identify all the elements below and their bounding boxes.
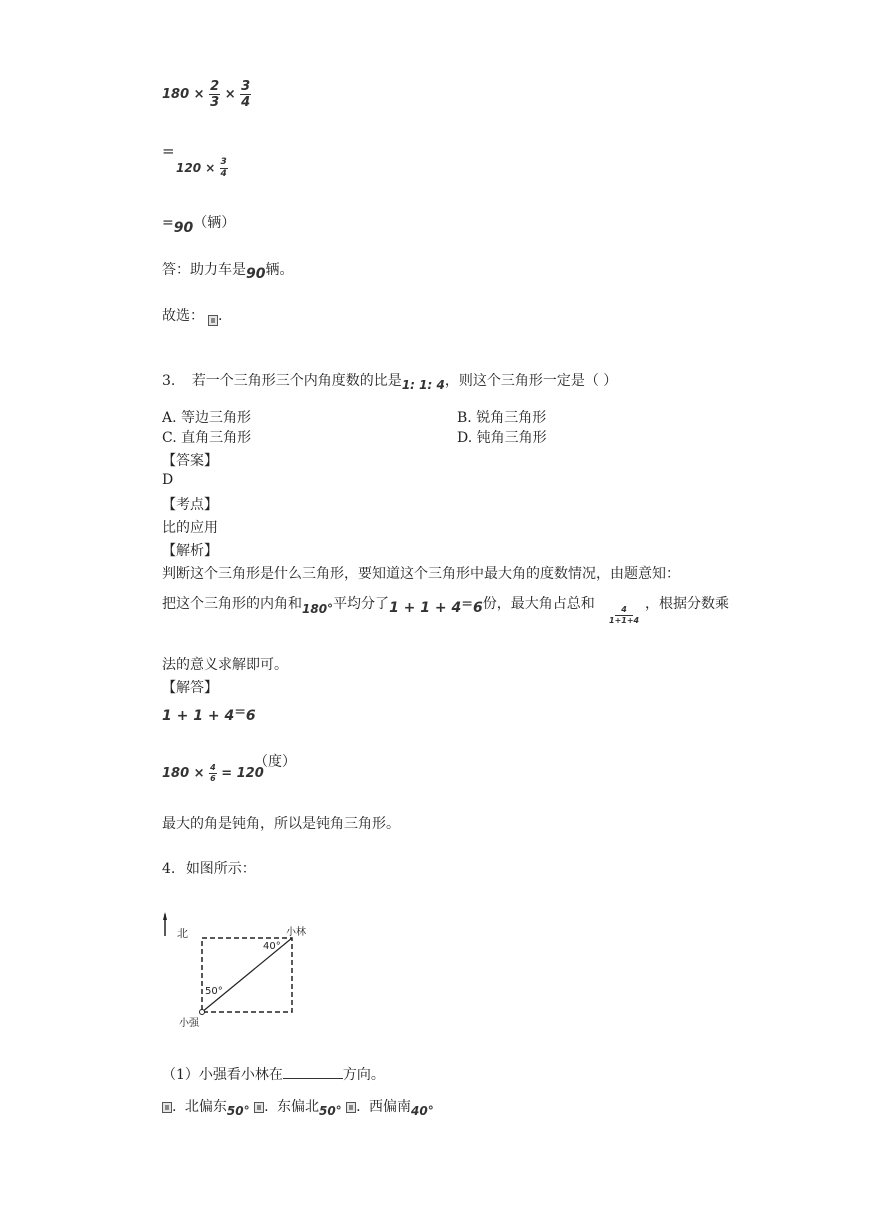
times-sign: × (224, 87, 236, 102)
angle-value: 50° (226, 1104, 250, 1118)
calc-number: 90 (173, 220, 194, 236)
point-heading: 【考点】 (162, 497, 218, 513)
angle-bottom-label: 50° (205, 986, 223, 997)
analysis-heading: 【解析】 (162, 543, 218, 559)
calc-number: 180 (162, 87, 190, 102)
angle-value: 40° (411, 1104, 434, 1118)
options-line: . 北偏东50° . 东偏北50° . 西偏南40° (162, 1096, 434, 1116)
option-text: 东偏北 (276, 1099, 319, 1115)
angle-top-label: 40° (263, 941, 281, 952)
missing-image-icon (208, 315, 218, 326)
unit-label: （辆） (193, 215, 236, 231)
fraction: $\frac{2}{3}$ (210, 79, 220, 110)
answer-value: D (162, 472, 174, 488)
unit-label: （度） (254, 754, 296, 770)
calc-line-1 (162, 80, 251, 109)
choose-line: 故选： . (162, 308, 223, 324)
question-4 (162, 858, 256, 878)
question-text: 若一个三角形三个内角度数的比是 (191, 373, 402, 389)
option-text: 北偏东 (184, 1099, 227, 1115)
fraction: $\frac{3}{4}$ (220, 157, 227, 179)
times-sign: × (193, 87, 205, 102)
solution-line-2: 180 × $\frac{4}{6}$ = 120 (162, 763, 264, 783)
solution-line-1: 1 + 1 + 4=6 (162, 704, 256, 724)
equals-sign: = (162, 215, 174, 231)
xiaoqiang-label: 小强 (179, 1018, 199, 1029)
option-c: C. 直角三角形 (162, 430, 252, 446)
calc-line-2 (176, 158, 228, 179)
equals-sign: = (162, 142, 175, 160)
times-sign: × (205, 161, 216, 175)
answer-blank[interactable] (283, 1066, 343, 1079)
ratio: 1: 1: 4 (401, 378, 445, 392)
missing-image-icon (162, 1102, 172, 1113)
analysis-line-2-end: ，根据分数乘 (645, 596, 729, 612)
north-arrow-head (163, 912, 167, 920)
solution-heading: 【解答】 (162, 680, 218, 696)
analysis-line-2: 把这个三角形的内角和180°平均分了1 + 1 + 4=6份，最大角占总和 (162, 596, 595, 616)
question-number: 4. (162, 861, 176, 877)
question-3: 3. 若一个三角形三个内角度数的比是1: 1: 4，则这个三角形一定是（ ） (162, 373, 618, 392)
calc-line-3 (162, 212, 236, 236)
missing-image-icon (346, 1102, 356, 1113)
direction-diagram (155, 908, 325, 1033)
question-number: 3. (162, 373, 176, 389)
option-text: 西偏南 (369, 1099, 412, 1115)
question-text: 如图所示： (185, 861, 256, 877)
north-label: 北 (177, 927, 188, 940)
missing-image-icon (254, 1102, 264, 1113)
sum-expression: 1 + 1 + 4 (389, 600, 462, 616)
conclusion: 最大的角是钝角，所以是钝角三角形。 (162, 816, 400, 832)
analysis-line-1: 判断这个三角形是什么三角形，要知道这个三角形中最大角的度数情况，由题意知： (162, 566, 680, 582)
option-b: B. 锐角三角形 (457, 410, 547, 426)
option-d: D. 钝角三角形 (457, 430, 547, 446)
angle-value: 50° (318, 1104, 342, 1118)
xiaoqiang-point (200, 1010, 205, 1015)
sub-question-1: （1）小强看小林在 方向。 (162, 1067, 385, 1083)
answer-heading: 【答案】 (162, 453, 218, 469)
calc-number: 90 (246, 266, 266, 282)
answer-line: 答：助力车是90辆。 (162, 262, 294, 282)
fraction: $\frac{4}{1+1+4}$ (609, 605, 640, 625)
calc-number: 120 (176, 161, 202, 175)
point-text: 比的应用 (162, 520, 218, 536)
option-a: A. 等边三角形 (162, 410, 252, 426)
analysis-line-3: 法的意义求解即可。 (162, 657, 288, 673)
fraction: $\frac{3}{4}$ (241, 79, 251, 110)
xiaolin-label: 小林 (286, 927, 306, 938)
angle-value: 180° (302, 602, 334, 616)
